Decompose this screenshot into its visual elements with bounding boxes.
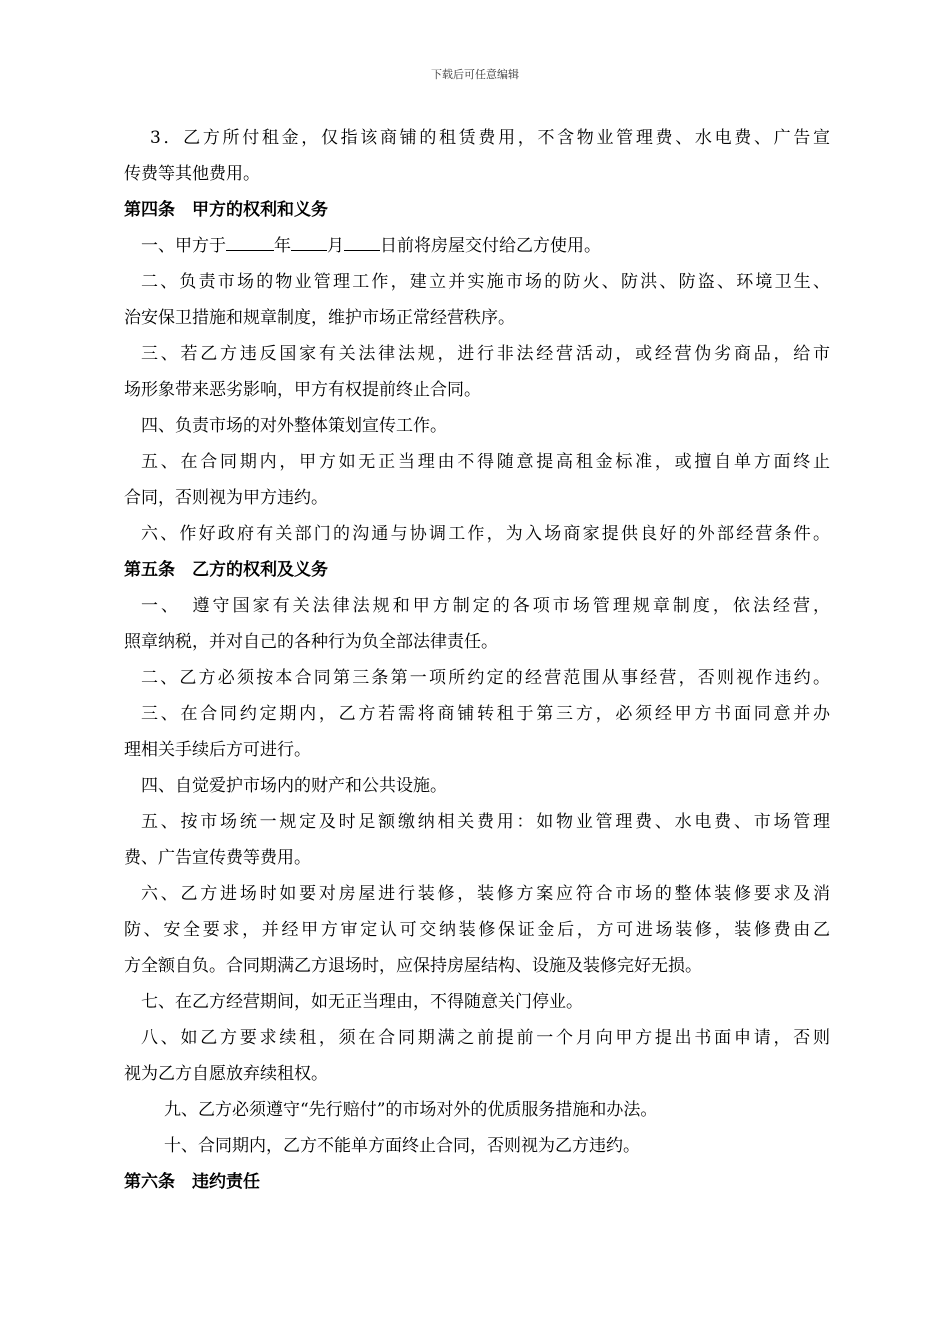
section-4-item-2-line-2: 治安保卫措施和规章制度，维护市场正常经营秩序。 bbox=[124, 308, 515, 328]
section-5-item-6-line-1: 六、乙方进场时如要对房屋进行装修，装修方案应符合市场的整体装修要求及消 bbox=[141, 884, 830, 904]
section-4-item-4: 四、负责市场的对外整体策划宣传工作。 bbox=[141, 416, 447, 436]
section-4-item-3-line-2: 场形象带来恶劣影响，甲方有权提前终止合同。 bbox=[124, 380, 481, 400]
section-5-item-5-line-2: 费、广告宣传费等费用。 bbox=[124, 848, 311, 868]
section-4-item-2-line-1: 二、负责市场的物业管理工作，建立并实施市场的防火、防洪、防盗、环境卫生、 bbox=[141, 272, 830, 292]
section-5-item-8-line-2: 视为乙方自愿放弃续租权。 bbox=[124, 1064, 328, 1084]
section-4-item-5-line-1: 五、在合同期内，甲方如无正当理由不得随意提高租金标准，或擅自单方面终止 bbox=[141, 452, 830, 472]
section-5-item-8-line-1: 八、如乙方要求续租，须在合同期满之前提前一个月向甲方提出书面申请，否则 bbox=[141, 1028, 830, 1048]
day-blank bbox=[344, 232, 380, 251]
year-blank bbox=[226, 232, 274, 251]
section-4-item-3-line-1: 三、若乙方违反国家有关法律法规，进行非法经营活动，或经营伪劣商品，给市 bbox=[141, 344, 830, 364]
item-1-text-a: 一、甲方于 bbox=[141, 236, 226, 256]
section-6-title: 第六条 违约责任 bbox=[124, 1172, 260, 1192]
month-blank bbox=[291, 232, 327, 251]
section-5-item-6-line-3: 方全额自负。合同期满乙方退场时，应保持房屋结构、设施及装修完好无损。 bbox=[124, 956, 702, 976]
item-1-year-label: 年 bbox=[274, 236, 291, 256]
item-1-text-d: 日前将房屋交付给乙方使用。 bbox=[380, 236, 601, 256]
page-header: 下载后可任意编辑 bbox=[431, 68, 519, 81]
section-4-item-6: 六、作好政府有关部门的沟通与协调工作，为入场商家提供良好的外部经营条件。 bbox=[141, 524, 830, 544]
section-5-item-5-line-1: 五、按市场统一规定及时足额缴纳相关费用：如物业管理费、水电费、市场管理 bbox=[141, 812, 830, 832]
contract-body bbox=[124, 120, 830, 1200]
section-5-item-3-line-2: 理相关手续后方可进行。 bbox=[124, 740, 311, 760]
section-5-item-1-line-2: 照章纳税，并对自己的各种行为负全部法律责任。 bbox=[124, 632, 498, 652]
section-5-item-6-line-2: 防、安全要求，并经甲方审定认可交纳装修保证金后，方可进场装修，装修费由乙 bbox=[124, 920, 830, 940]
paragraph-3-line-2: 传费等其他费用。 bbox=[124, 164, 260, 184]
section-5-item-7: 七、在乙方经营期间，如无正当理由，不得随意关门停业。 bbox=[141, 992, 583, 1012]
section-5-item-3-line-1: 三、在合同约定期内，乙方若需将商铺转租于第三方，必须经甲方书面同意并办 bbox=[141, 704, 830, 724]
section-5-item-10: 十、合同期内，乙方不能单方面终止合同，否则视为乙方违约。 bbox=[164, 1136, 640, 1156]
item-1-month-label: 月 bbox=[327, 236, 344, 256]
section-5-title: 第五条 乙方的权利及义务 bbox=[124, 560, 328, 580]
section-5-item-1-line-1: 一、 遵守国家有关法律法规和甲方制定的各项市场管理规章制度，依法经营， bbox=[141, 596, 830, 616]
section-5-item-2: 二、乙方必须按本合同第三条第一项所约定的经营范围从事经营，否则视作违约。 bbox=[141, 668, 830, 688]
section-4-item-5-line-2: 合同，否则视为甲方违约。 bbox=[124, 488, 328, 508]
section-4-item-1 bbox=[124, 228, 830, 264]
paragraph-3-line-1: 3．乙方所付租金，仅指该商铺的租赁费用，不含物业管理费、水电费、广告宣 bbox=[150, 128, 830, 148]
section-5-item-9: 九、乙方必须遵守“先行赔付”的市场对外的优质服务措施和办法。 bbox=[164, 1100, 658, 1120]
section-4-title: 第四条 甲方的权利和义务 bbox=[124, 200, 328, 220]
section-5-item-4: 四、自觉爱护市场内的财产和公共设施。 bbox=[141, 776, 447, 796]
